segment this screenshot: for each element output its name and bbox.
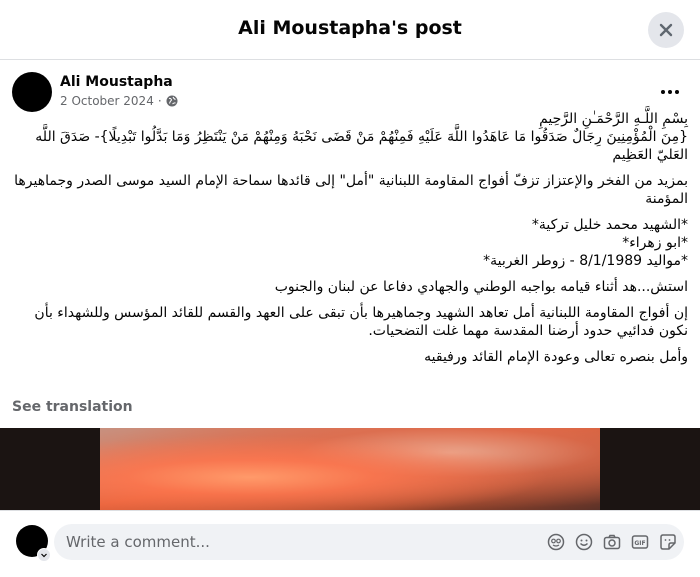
post-line-1 xyxy=(12,110,688,128)
post-line-8 xyxy=(12,304,688,340)
camera-icon[interactable] xyxy=(602,532,622,552)
chevron-down-icon[interactable] xyxy=(37,548,51,562)
emoji-icon[interactable] xyxy=(574,532,594,552)
post-date[interactable]: 2 October 2024 xyxy=(60,94,154,108)
author-name[interactable]: Ali Moustapha xyxy=(60,74,173,90)
post-paragraph: إن أفواج المقاومة اللبنانية أمل تعاهد الشهيد وجماهيرها بأن تبقى على العهد والقسم للقائد المؤسس وللشهداء بأن نكون فدائيي حدود أرضنا المقدسة مهما غلت التضحيات. xyxy=(34,305,688,339)
post-line-6 xyxy=(12,252,688,270)
more-dot xyxy=(675,90,679,94)
post-media[interactable] xyxy=(0,428,700,510)
post-line-4 xyxy=(12,216,688,234)
close-icon xyxy=(659,23,673,37)
avatar-sticker-icon[interactable] xyxy=(546,532,566,552)
post-image[interactable] xyxy=(100,428,600,510)
post-paragraph: *مواليد 8/1/1989 - زوطر الغربية* xyxy=(483,253,688,269)
chevron-down-icon xyxy=(40,551,48,559)
meta-separator: · xyxy=(157,94,162,108)
post-line-7 xyxy=(12,278,688,296)
post-line-9 xyxy=(12,348,688,366)
author-avatar[interactable] xyxy=(12,72,52,112)
dialog-header xyxy=(0,0,700,60)
close-button[interactable] xyxy=(648,12,684,48)
comment-composer xyxy=(0,510,700,577)
more-options-button[interactable] xyxy=(652,80,688,104)
comment-box[interactable] xyxy=(54,524,684,560)
svg-text:GIF: GIF xyxy=(634,540,646,547)
comment-tools xyxy=(546,532,678,552)
post-paragraph: وأمل بنصره تعالى وعودة الإمام القائد ورفيقيه xyxy=(424,349,688,365)
dialog-title: Ali Moustapha's post xyxy=(238,17,462,39)
post-line-3 xyxy=(12,172,688,208)
post-meta xyxy=(60,94,178,108)
globe-icon[interactable] xyxy=(166,95,178,107)
post-paragraph: بِسْمِ اللَّـهِ الرَّحْمَـٰنِ الرَّحِيمِ xyxy=(539,111,688,127)
post-paragraph: *ابو زهراء* xyxy=(622,235,688,251)
more-dot xyxy=(668,90,672,94)
post-line-5 xyxy=(12,234,688,252)
post-paragraph: *الشهيد محمد خليل تركية* xyxy=(531,217,688,233)
post-paragraph: {مِنَ الْمُؤْمِنِينَ رِجَالٌ صَدَقُوا مَا عَاهَدُوا اللَّهَ عَلَيْهِ فَمِنْهُمْ مَنْ قَضَى نَحْبَهُ وَمِنْهُمْ مَنْ يَنْتَظِرُ وَمَا بَدَّلُوا تَبْدِيلًا}- صَدَقَ اللَّه العَليّ العَظِيم xyxy=(35,129,688,163)
sticker-icon[interactable] xyxy=(658,532,678,552)
post-paragraph: بمزيد من الفخر والإعتزاز تزفّ أفواج المقاومة اللبنانية "أمل" إلى قائدها سماحة الإمام السيد موسى الصدر وجماهيرها المؤمنة xyxy=(14,173,688,207)
post-line-2 xyxy=(12,128,688,164)
more-options-icon xyxy=(661,90,665,94)
post-paragraph: استش...هد أثناء قيامه بواجبه الوطني والجهادي دفاعا عن لبنان والجنوب xyxy=(274,279,688,295)
see-translation-link[interactable]: See translation xyxy=(12,399,133,415)
post-body xyxy=(12,110,688,374)
post-scroll-area[interactable] xyxy=(0,60,700,510)
comment-input[interactable] xyxy=(66,524,526,560)
gif-icon[interactable] xyxy=(630,532,650,552)
post-author-row xyxy=(12,72,688,112)
